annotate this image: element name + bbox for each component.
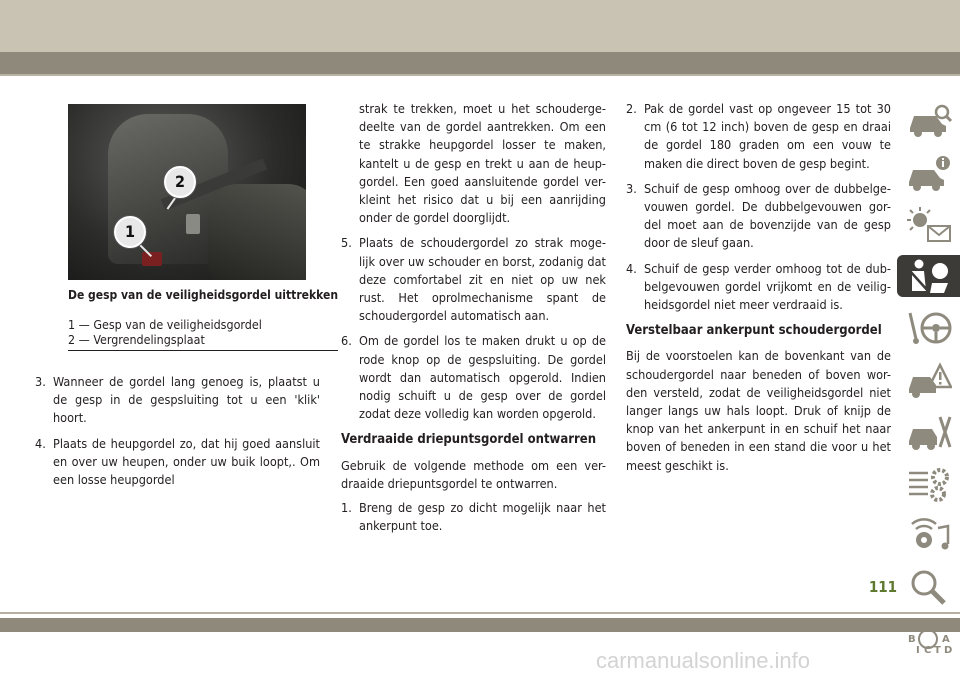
list-number: 5. [341, 235, 352, 251]
list-number: 4. [626, 260, 637, 276]
list-text: Om de gordel los te maken drukt u op de rode knop op de gespsluiting. De gordel wordt dan automatisch opgerold. Indien nodig schuift u de gesp over de gordel zodat deze volledig kan worden opgerold. [359, 333, 606, 422]
list-text: Schuif de gesp omhoog over de dubbelge-vouwen gordel. De dubbelgevouwen gor-del moet aan de bovenzijde van de gesp door de sleuf gaan. [644, 180, 891, 251]
list-item [341, 499, 606, 535]
seatbelt-airbag-icon [906, 257, 952, 295]
col1-list [35, 373, 320, 489]
list-item [341, 332, 606, 423]
list-number: 3. [626, 180, 637, 196]
tab-customer-assistance[interactable] [897, 566, 960, 608]
list-text: Plaats de schoudergordel zo strak moge-lijk over uw schouder en borst, zodanig dat deze comfortabel zit en niet op uw nek rust. Het oprolmechanisme spant de schoudergordel automatisch aan. [359, 235, 606, 324]
list-text: Pak de gordel vast op ongeveer 15 tot 30 cm (6 tot 12 inch) boven de gesp en draai de gordel 180 graden om een vouw te maken die direct boven de gesp begint. [644, 101, 891, 171]
list-text: Breng de gesp zo dicht mogelijk naar het ankerpunt toe. [359, 500, 606, 534]
list-item [341, 234, 606, 325]
car-search-icon [906, 102, 952, 140]
continuation-item [341, 100, 606, 227]
callout-1: 1 [114, 216, 146, 248]
latch-plate-shape [186, 214, 200, 234]
watermark: carmanualsonline.info [596, 648, 811, 673]
column-1 [35, 104, 339, 496]
warning-light-message-icon [906, 206, 952, 244]
seatbelt-photo [68, 104, 306, 280]
footer-band [0, 618, 960, 632]
list-item [626, 100, 891, 173]
svg-text:I: I [915, 644, 920, 656]
chapter-tabs [897, 100, 960, 670]
header-rule [0, 74, 960, 76]
legend-rule [68, 350, 338, 351]
svg-text:T: T [933, 644, 941, 656]
tab-safety[interactable] [897, 255, 960, 297]
list-item [35, 435, 320, 490]
svg-text:D: D [943, 644, 952, 656]
multimedia-icon [906, 516, 952, 554]
column-3 [626, 100, 891, 481]
tab-car-search[interactable] [897, 100, 960, 142]
magnifier-icon [906, 568, 952, 606]
section-intro: Gebruik de volgende methode om een ver-draaide driepuntsgordel te ontwarren. [341, 457, 606, 491]
section-heading-anchor: Verstelbaar ankerpunt schoudergordel [626, 323, 882, 339]
svg-text:C: C [923, 644, 931, 656]
footer-rule [0, 612, 960, 614]
car-info-icon [906, 154, 952, 192]
car-tools-icon [906, 413, 952, 451]
list-number: 3. [35, 374, 46, 389]
tab-car-info[interactable] [897, 152, 960, 194]
list-number: 6. [341, 333, 352, 349]
red-buckle-button [142, 252, 162, 266]
list-number: 1. [341, 500, 352, 516]
figure-caption: De gesp van de veiligheidsgordel uittrekken [68, 288, 339, 302]
svg-text:B: B [907, 633, 916, 645]
section-paragraph: Bij de voorstoelen kan de bovenkant van de schoudergordel naar beneden of boven wor-den versteld, zodat de veiligheidsgordel niet langer langs uw hals loopt. Druk of knijp de knop van het ankerpunt in en schuif het naar boven of beneden in een stand die voor u het meest geschikt is. [626, 348, 891, 473]
tab-starting-operating[interactable] [897, 307, 960, 349]
list-item [35, 373, 320, 428]
list-number: 4. [35, 435, 46, 451]
continuation-text: strak te trekken, moet u het schouderge-deelte van de gordel aantrekken. Om een te strakke heupgordel losser te maken, kantelt u de gesp en trekt u aan de heup-gordel. Een goed aansluitende gordel ver-kleint het risico dat u bij een aanrijding onder de gordel doorglijdt. [359, 101, 606, 226]
legend-item-1: 1 — Gesp van de veiligheidsgordel [68, 317, 262, 332]
header-band-dark [0, 52, 960, 74]
list-text: Wanneer de gordel lang genoeg is, plaatst u de gesp in de gespsluiting tot u een 'klik' hoort. [53, 374, 320, 426]
seat-side-shape [208, 184, 306, 280]
list-item [626, 180, 891, 253]
list-number: 2. [626, 101, 637, 116]
section-heading-untwist: Verdraaide driepuntsgordel ontwarren [341, 432, 597, 448]
tab-emergency[interactable] [897, 359, 960, 401]
legend-item-2: 2 — Vergrendelingsplaat [68, 332, 205, 347]
tab-specifications[interactable] [897, 463, 960, 505]
svg-text:A: A [941, 633, 950, 645]
tab-multimedia[interactable] [897, 514, 960, 556]
specifications-gears-icon [906, 465, 952, 503]
list-text: Schuif de gesp verder omhoog tot de dub-belgevouwen gordel vrijkomt en de veilig-heidsgordel niet meer verdraaid is. [644, 260, 891, 313]
list-text: Plaats de heupgordel zo, dat hij goed aansluit en over uw heupen, onder uw buik loopt,. Om een losse heupgordel [53, 435, 320, 488]
steering-wheel-icon [906, 309, 952, 347]
tab-warning-lights[interactable] [897, 204, 960, 246]
column-2 [341, 100, 606, 542]
page-number: 111 [868, 578, 897, 596]
tab-servicing[interactable] [897, 411, 960, 453]
car-warning-icon [906, 361, 952, 399]
callout-2: 2 [164, 166, 196, 198]
list-item [626, 260, 891, 315]
figure-legend [68, 317, 338, 347]
header-band-light [0, 0, 960, 52]
